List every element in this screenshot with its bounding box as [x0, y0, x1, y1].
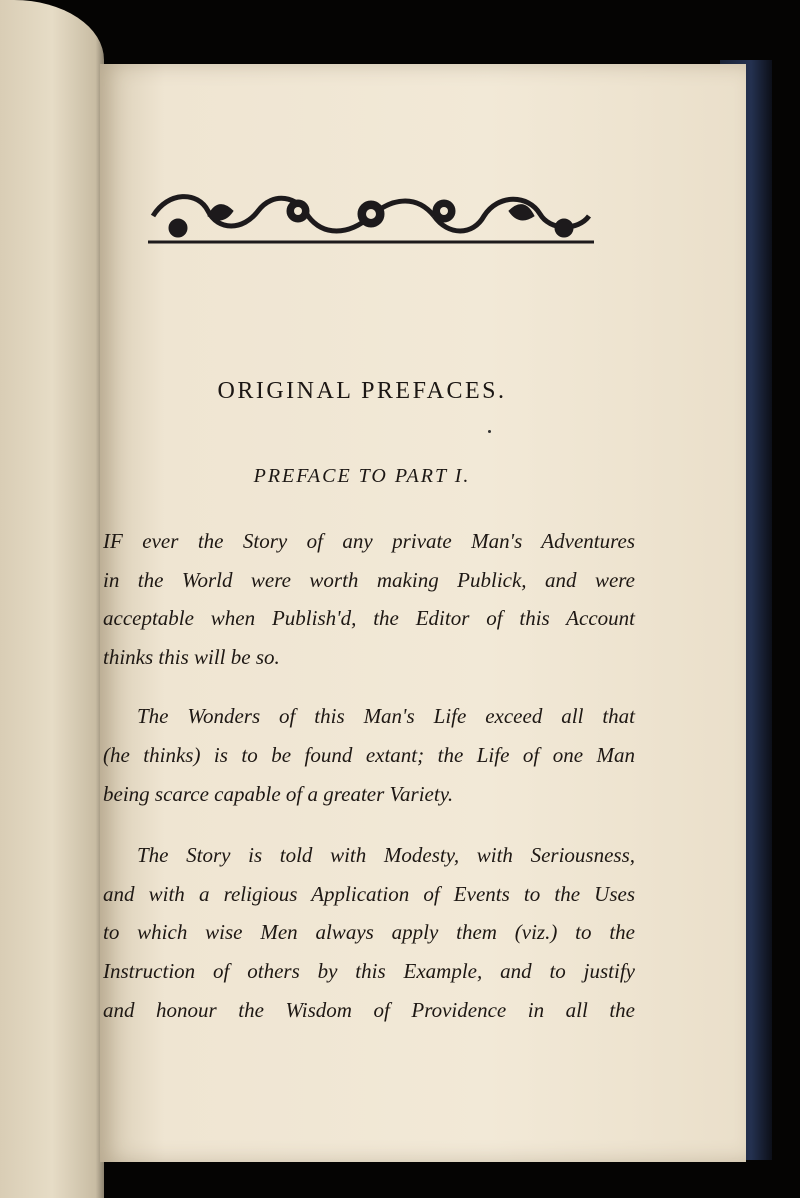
text-line: in the World were worth making Publick, and were [103, 568, 635, 592]
ink-speck [488, 430, 491, 433]
text-line: and honour the Wisdom of Providence in all the [103, 998, 635, 1022]
section-heading: PREFACE TO PART I. [253, 465, 471, 487]
page-title: ORIGINAL PREFACES. [217, 378, 507, 404]
text-line: The Story is told with Modesty, with Seriousness, [137, 843, 635, 867]
text-line: and with a religious Application of Events to the Uses [103, 882, 635, 906]
text-line: (he thinks) is to be found extant; the Life of one Man [103, 743, 635, 767]
decorative-headpiece-ornament [148, 186, 594, 246]
text-line: IF ever the Story of any private Man's Adventures [103, 529, 635, 553]
text-line: The Wonders of this Man's Life exceed all that [137, 704, 635, 728]
facing-page [0, 0, 104, 1198]
text-line: to which wise Men always apply them (viz.) to the [103, 920, 635, 944]
text-line: Instruction of others by this Example, and to justify [103, 959, 635, 983]
text-line: acceptable when Publish'd, the Editor of this Account [103, 606, 635, 630]
text-line: thinks this will be so. [103, 645, 280, 669]
text-line: being scarce capable of a greater Variety. [103, 782, 454, 806]
